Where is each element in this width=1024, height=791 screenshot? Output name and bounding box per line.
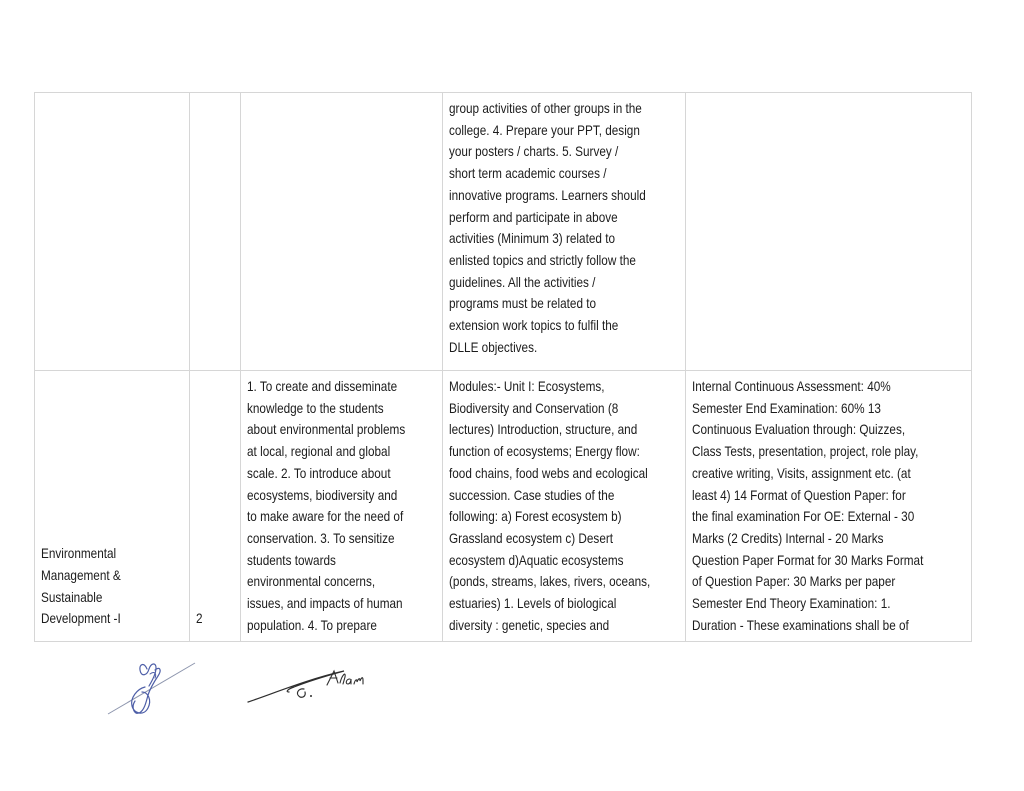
text-line: 1. To create and disseminate	[247, 378, 398, 394]
text-line: your posters / charts. 5. Survey /	[449, 143, 619, 160]
text-line: conservation. 3. To sensitize	[247, 529, 395, 546]
text-line: Management &	[41, 566, 121, 583]
text-line: Marks (2 Credits) Internal - 20 Marks	[692, 529, 884, 546]
text-line: ecosystem d)Aquatic ecosystems	[449, 551, 624, 568]
cell-r1-credits	[190, 93, 241, 371]
text-line: Internal Continuous Assessment: 40%	[692, 378, 891, 394]
text-line: enlisted topics and strictly follow the	[449, 251, 636, 268]
text-line: DLLE objectives.	[449, 338, 538, 355]
text-line: estuaries) 1. Levels of biological	[449, 595, 617, 612]
text-line: issues, and impacts of human	[247, 595, 403, 612]
text-line: least 4) 14 Format of Question Paper: for	[692, 486, 906, 503]
text-line: Continuous Evaluation through: Quizzes,	[692, 421, 906, 438]
text-line: Question Paper Format for 30 Marks Format	[692, 551, 924, 568]
cell-r2-assessment	[686, 371, 972, 642]
cell-r2-modules	[443, 371, 686, 642]
text-line: Semester End Examination: 60% 13	[692, 399, 881, 416]
text-line: Biodiversity and Conservation (8	[449, 399, 619, 416]
cell-r1-modules	[443, 93, 686, 371]
cell-r1-course	[35, 93, 190, 371]
text-line: following: a) Forest ecosystem b)	[449, 508, 622, 525]
text-line: environmental concerns,	[247, 573, 376, 590]
text-line: at local, regional and global	[247, 443, 391, 460]
cell-r1-objectives	[241, 93, 443, 371]
text-line: Duration - These examinations shall be of	[692, 616, 909, 633]
text-line: function of ecosystems; Energy flow:	[449, 443, 640, 460]
text-line: of Question Paper: 30 Marks per paper	[692, 573, 896, 590]
text-line: succession. Case studies of the	[449, 486, 615, 503]
text-line: group activities of other groups in the	[449, 100, 642, 116]
text-line: creative writing, Visits, assignment etc. (at	[692, 464, 911, 481]
text-line: activities (Minimum 3) related to	[449, 230, 616, 247]
text-line: food chains, food webs and ecological	[449, 464, 648, 481]
cell-r2-objectives	[241, 371, 443, 642]
course-table	[34, 92, 972, 642]
text-line: the final examination For OE: External - 30	[692, 508, 915, 525]
text-line: Class Tests, presentation, project, role play,	[692, 443, 919, 460]
text-line: Development -I	[41, 610, 121, 627]
cell-r1-assessment	[686, 93, 972, 371]
text-line: Environmental	[41, 545, 117, 562]
text-line: college. 4. Prepare your PPT, design	[449, 121, 640, 138]
text-line: lectures) Introduction, structure, and	[449, 421, 638, 438]
text-line: programs must be related to	[449, 295, 597, 312]
text-line: knowledge to the students	[247, 399, 384, 416]
text-line: guidelines. All the activities /	[449, 273, 596, 290]
text-line: Grassland ecosystem c) Desert	[449, 529, 614, 546]
text-line: Modules:- Unit I: Ecosystems,	[449, 378, 605, 394]
text-line: diversity : genetic, species and	[449, 616, 610, 633]
text-line: innovative programs. Learners should	[449, 186, 646, 203]
text-line: students towards	[247, 551, 336, 568]
text-line: short term academic courses /	[449, 165, 607, 182]
handwritten-signature-right	[244, 662, 370, 708]
text-line: Sustainable	[41, 588, 103, 605]
handwritten-signature-left	[104, 654, 200, 720]
text-line: population. 4. To prepare	[247, 616, 377, 633]
text-line: perform and participate in above	[449, 208, 618, 225]
text-line: (ponds, streams, lakes, rivers, oceans,	[449, 573, 651, 590]
text-line: about environmental problems	[247, 421, 406, 438]
cell-r2-course-title	[35, 371, 190, 642]
text-line: scale. 2. To introduce about	[247, 464, 391, 481]
text-line: ecosystems, biodiversity and	[247, 486, 398, 503]
cell-r2-credits	[190, 371, 241, 642]
credits-value: 2	[196, 610, 203, 627]
text-line: Semester End Theory Examination: 1.	[692, 595, 891, 612]
text-line: extension work topics to fulfil the	[449, 317, 619, 334]
text-line: to make aware for the need of	[247, 508, 404, 525]
